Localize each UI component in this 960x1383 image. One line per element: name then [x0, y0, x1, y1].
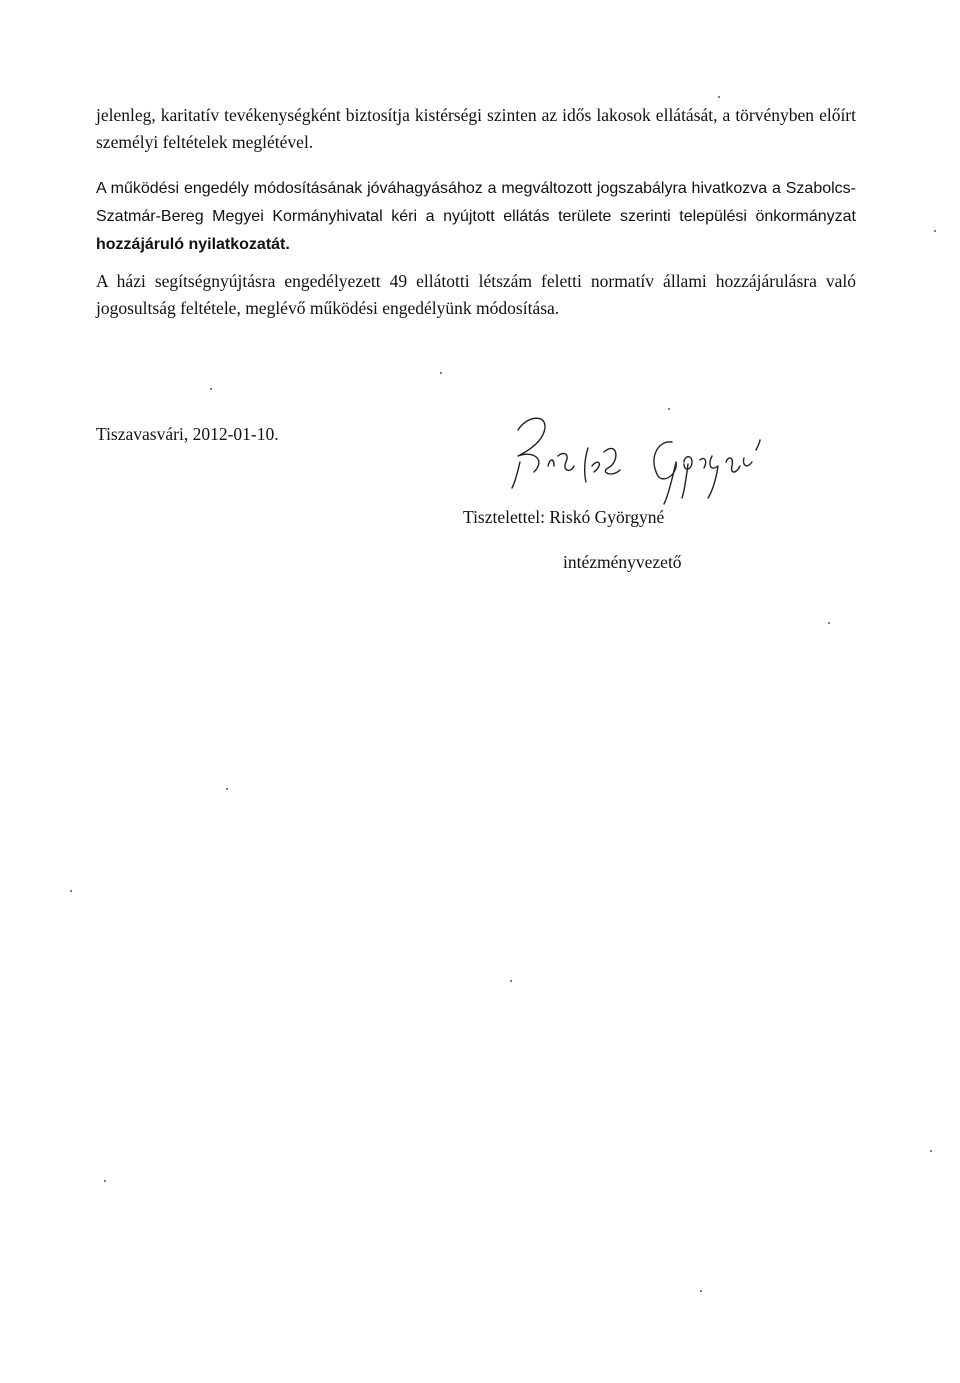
scan-speck	[70, 890, 72, 892]
scan-speck	[934, 230, 936, 232]
scan-speck	[668, 408, 670, 410]
paragraph-2-bold: hozzájáruló nyilatkozatát.	[96, 236, 290, 253]
scan-speck	[828, 622, 830, 624]
paragraph-2-text: A működési engedély módosításának jóváhagyásához a megváltozott jogszabályra hivatkozva a Szabolcs-Szatmár-Bereg Megyei Kormányhivatal kéri a nyújtott ellátás területe szerinti települési önkormányzat	[96, 180, 856, 225]
scan-speck	[718, 96, 720, 98]
scan-speck	[510, 980, 512, 982]
place-date: Tiszavasvári, 2012-01-10.	[96, 424, 279, 444]
scan-speck	[210, 388, 212, 390]
paragraph-3: A házi segítségnyújtásra engedélyezett 49 ellátotti létszám feletti normatív állami hozzájárulásra való jogosultság feltétele, meglévő működési engedélyünk módosítása.	[96, 271, 856, 318]
scan-speck	[440, 372, 442, 374]
signer-role: intézményvezető	[563, 552, 682, 572]
scan-speck	[930, 1150, 932, 1152]
scan-speck	[226, 788, 228, 790]
scan-speck	[104, 1180, 106, 1182]
paragraph-2	[96, 174, 856, 258]
closing-signature-line: Tisztelettel: Riskó Györgyné	[463, 507, 665, 527]
handwritten-signature	[488, 400, 788, 510]
paragraph-1: jelenleg, karitatív tevékenységként biztosítja kistérségi szinten az idős lakosok ellátását, a törvényben előírt személyi feltételek meglétével.	[96, 105, 856, 152]
scan-speck	[700, 1290, 702, 1292]
